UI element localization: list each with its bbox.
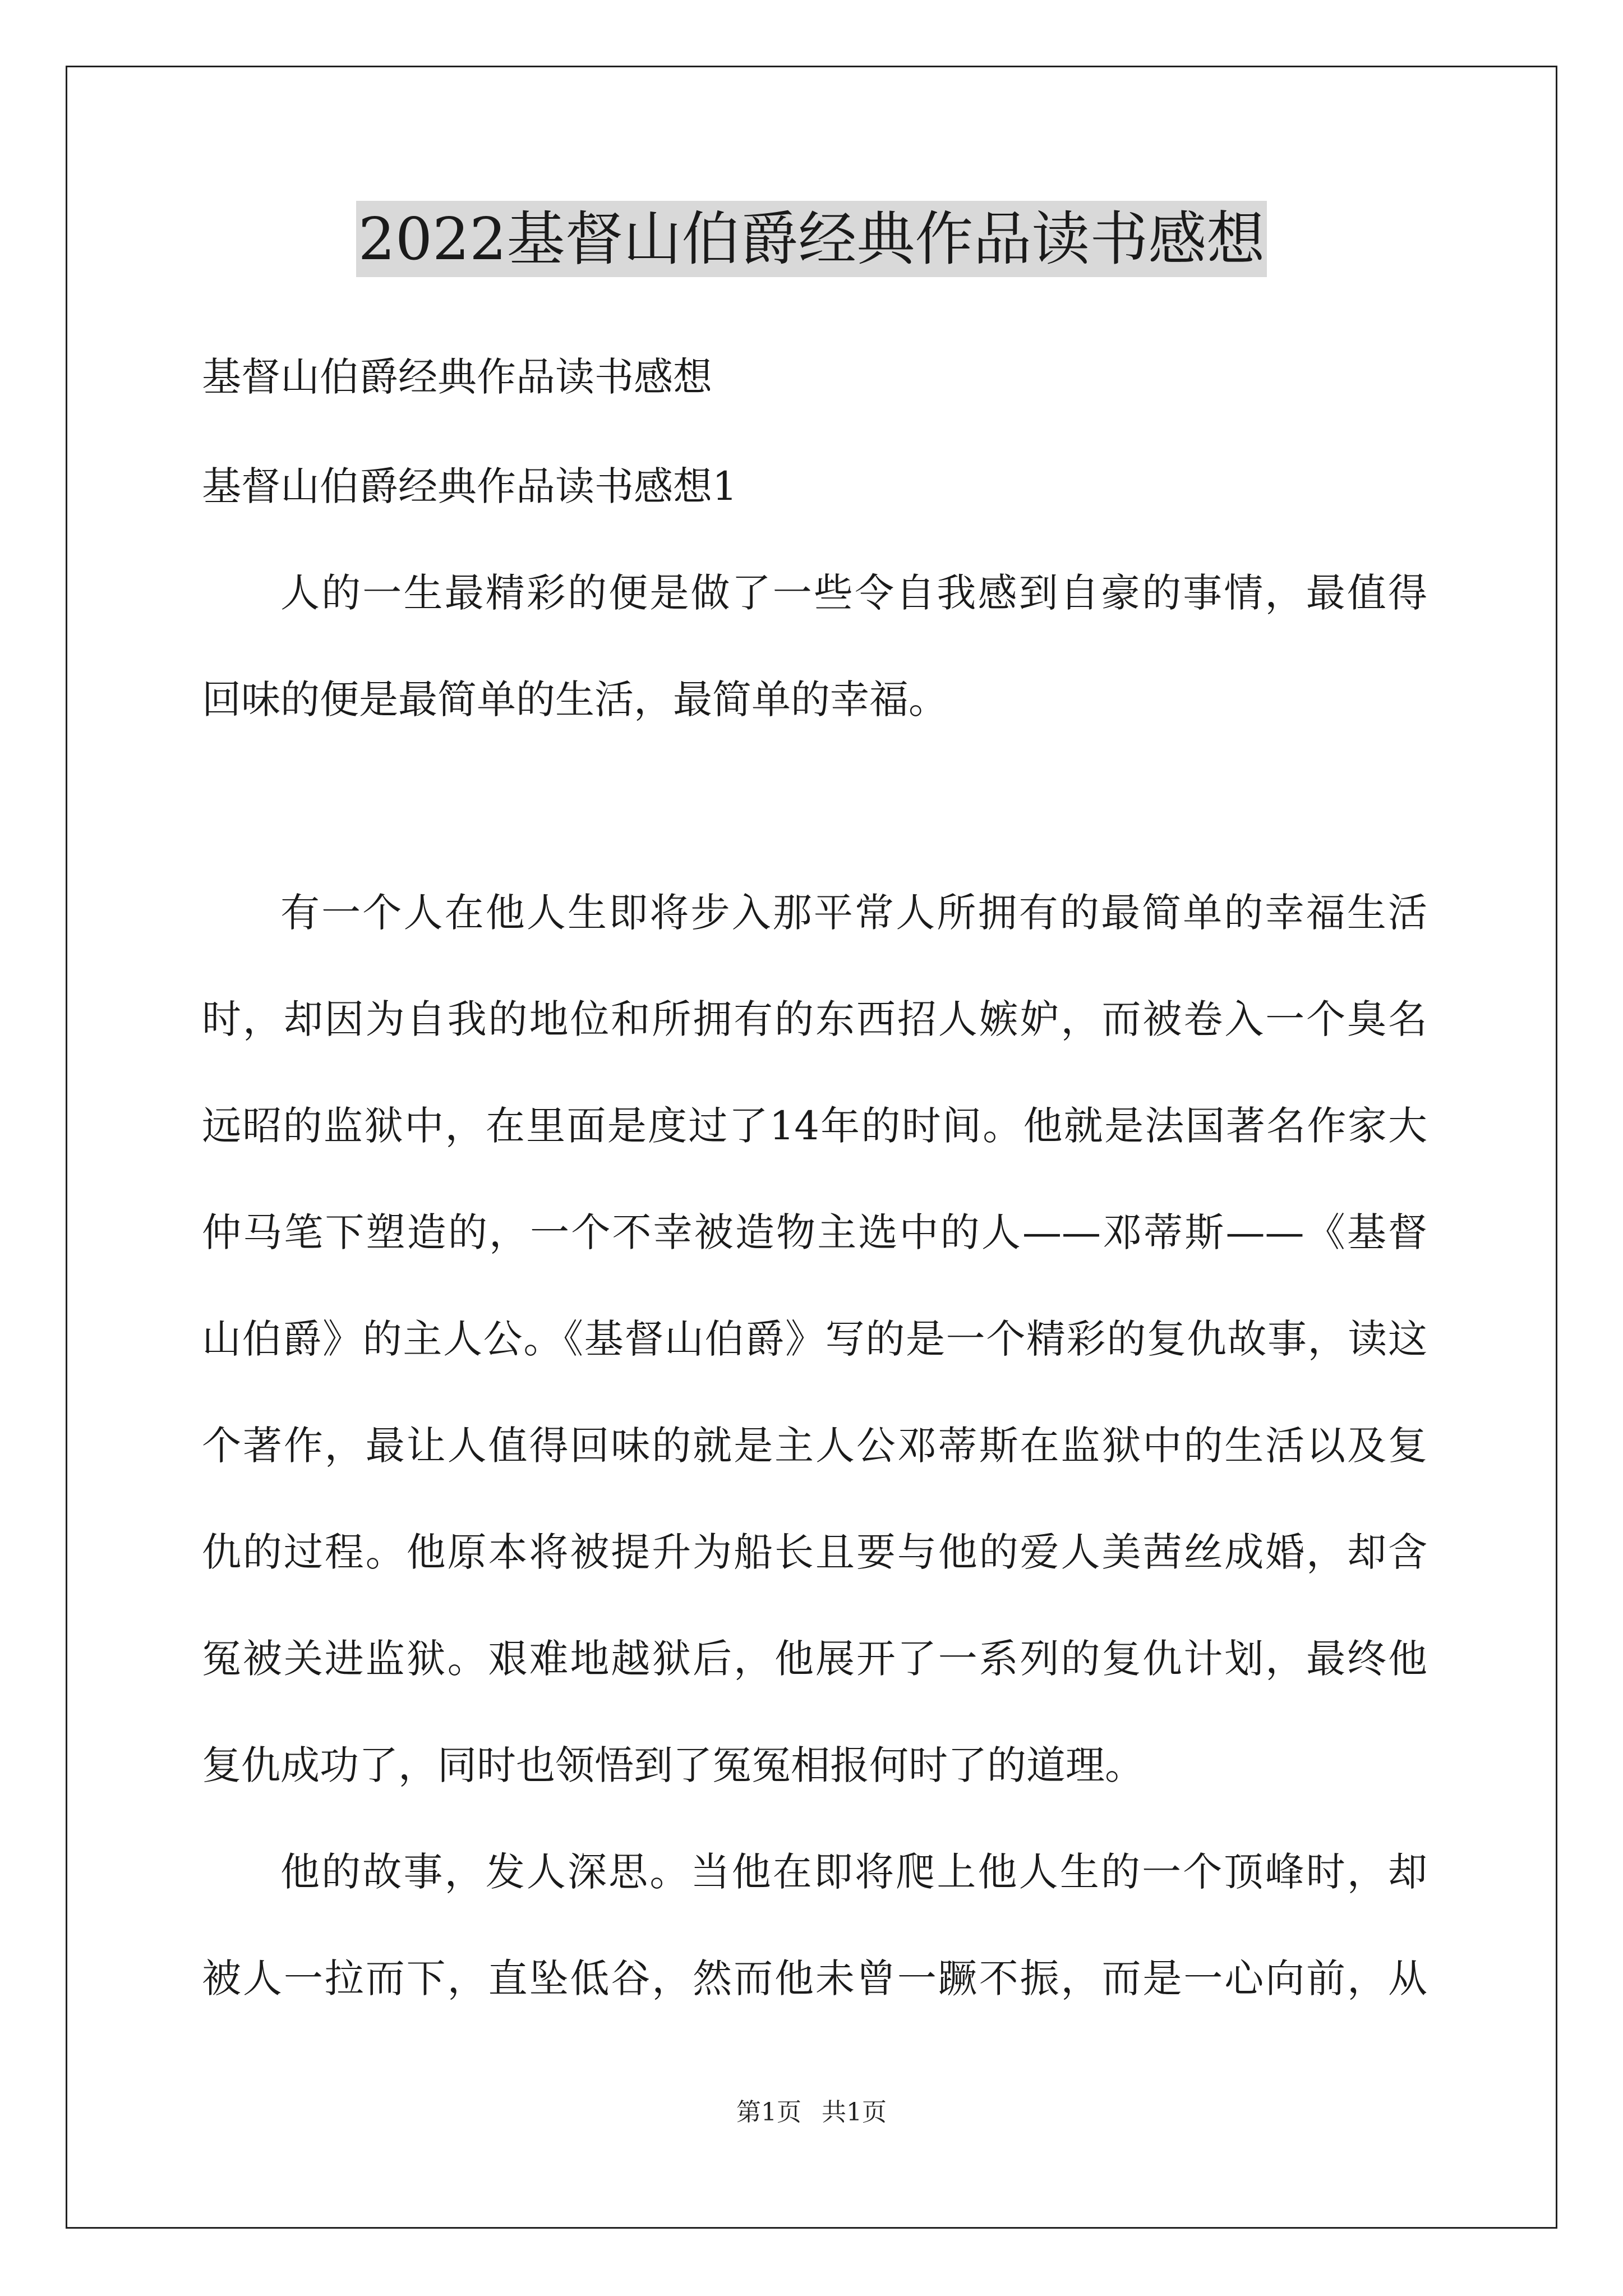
- paragraph-2-line-3: 远昭的监狱中，在里面是度过了14年的时间。他就是法国著名作家大: [202, 1103, 1427, 1149]
- paragraph-2-line-1: 有一个人在他人生即将步入那平常人所拥有的最简单的幸福生活: [280, 890, 1427, 936]
- document-subtitle: 基督山伯爵经典作品读书感想: [202, 354, 712, 400]
- page-number-current: 第1页: [736, 2098, 801, 2127]
- page-number-total: 共1页: [822, 2098, 887, 2127]
- paragraph-2-line-5: 山伯爵》的主人公。《基督山伯爵》写的是一个精彩的复仇故事，读这: [202, 1316, 1427, 1362]
- paragraph-2-line-2: 时，却因为自我的地位和所拥有的东西招人嫉妒，而被卷入一个臭名: [202, 996, 1427, 1042]
- paragraph-2-line-8: 冤被关进监狱。艰难地越狱后，他展开了一系列的复仇计划，最终他: [202, 1636, 1427, 1682]
- paragraph-1-line-2: 回味的便是最简单的生活，最简单的幸福。: [202, 677, 948, 723]
- paragraph-2-line-6: 个著作，最让人值得回味的就是主人公邓蒂斯在监狱中的生活以及复: [202, 1423, 1427, 1469]
- document-title: 2022基督山伯爵经典作品读书感想: [356, 201, 1267, 277]
- paragraph-3-line-2: 被人一拉而下，直坠低谷，然而他未曾一蹶不振，而是一心向前，从: [202, 1955, 1427, 2001]
- paragraph-2-line-9: 复仇成功了，同时也领悟到了冤冤相报何时了的道理。: [202, 1742, 1144, 1788]
- paragraph-3-line-1: 他的故事，发人深思。当他在即将爬上他人生的一个顶峰时，却: [280, 1849, 1427, 1895]
- paragraph-2-line-7: 仇的过程。他原本将被提升为船长且要与他的爱人美茜丝成婚，却含: [202, 1529, 1427, 1575]
- paragraph-1-line-1: 人的一生最精彩的便是做了一些令自我感到自豪的事情，最值得: [280, 570, 1427, 616]
- paragraph-2-line-4: 仲马笔下塑造的，一个不幸被造物主选中的人——邓蒂斯——《基督: [202, 1209, 1427, 1255]
- title-container: [0, 201, 1623, 277]
- page-footer: [0, 2096, 1623, 2129]
- section-heading: 基督山伯爵经典作品读书感想1: [202, 463, 737, 509]
